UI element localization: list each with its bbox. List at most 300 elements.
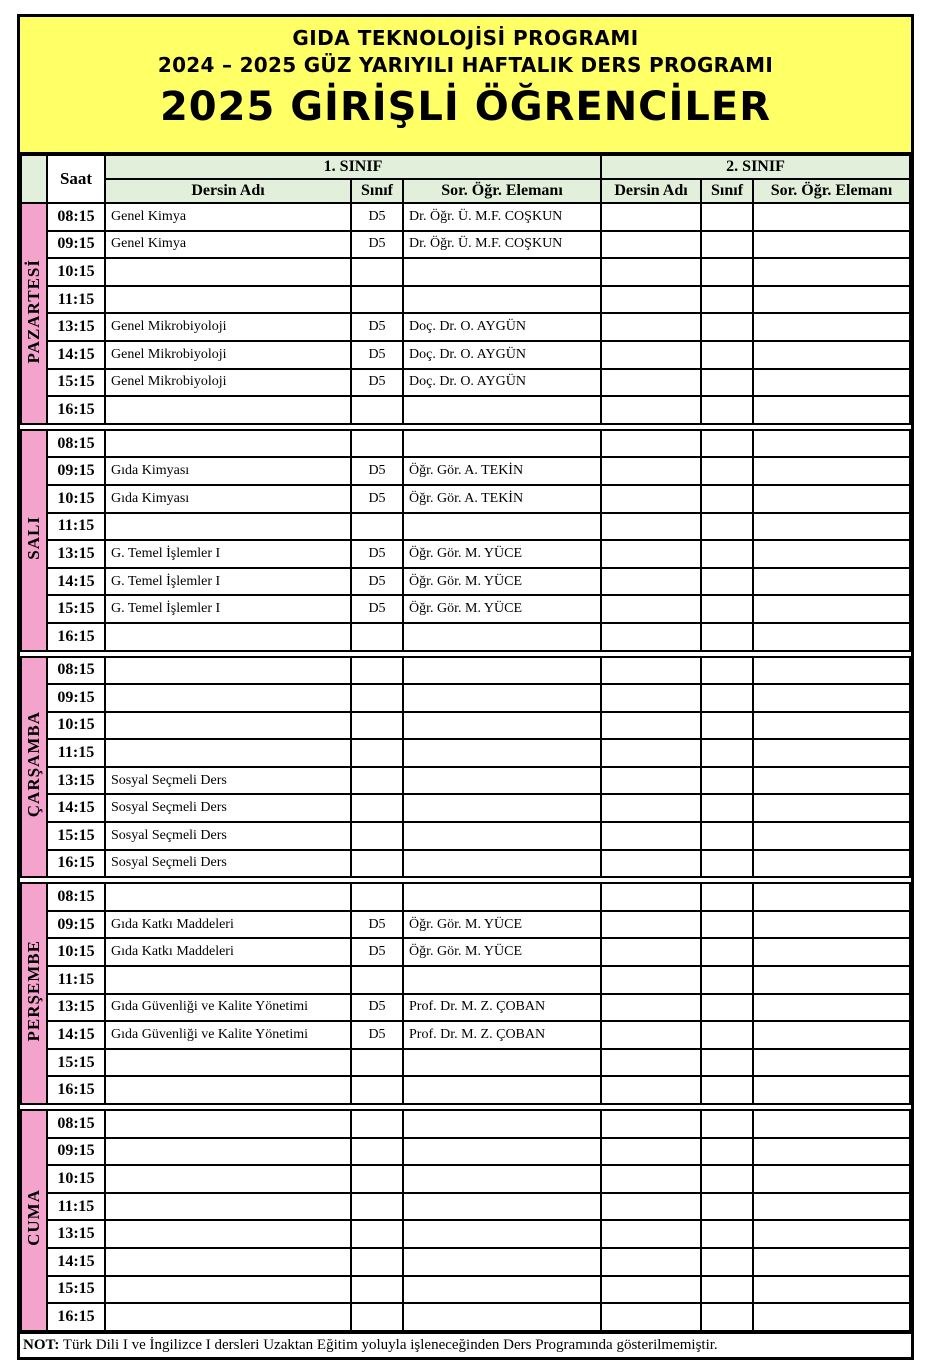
class1-room-cell: D5	[351, 568, 403, 596]
day-cell	[21, 657, 47, 878]
class1-lesson-cell	[105, 1165, 351, 1193]
class1-teacher-cell: Prof. Dr. M. Z. ÇOBAN	[403, 994, 601, 1022]
class1-lesson-cell	[105, 623, 351, 651]
class2-room-cell	[701, 595, 753, 623]
class1-room-cell	[351, 623, 403, 651]
time-cell: 14:15	[47, 341, 105, 369]
class2-teacher-cell	[753, 850, 910, 878]
day-label: ÇARŞAMBA	[24, 711, 43, 818]
class2-teacher-cell	[753, 966, 910, 994]
table-row	[21, 341, 910, 369]
class2-teacher-cell	[753, 1193, 910, 1221]
class2-teacher-cell	[753, 1303, 910, 1331]
class2-teacher-cell	[753, 938, 910, 966]
class1-lesson-cell	[105, 1248, 351, 1276]
table-row	[21, 203, 910, 231]
table-row	[21, 231, 910, 259]
semester-title: 2024 – 2025 GÜZ YARIYILI HAFTALIK DERS PROGRAMI	[157, 53, 774, 77]
class2-teacher-cell	[753, 1076, 910, 1104]
class2-teacher-header: Sor. Öğr. Elemanı	[753, 179, 910, 203]
class1-lesson-cell	[105, 396, 351, 424]
class1-lesson-cell	[105, 966, 351, 994]
class1-teacher-cell: Öğr. Gör. A. TEKİN	[403, 485, 601, 513]
class1-teacher-cell: Dr. Öğr. Ü. M.F. COŞKUN	[403, 231, 601, 259]
class2-room-cell	[701, 850, 753, 878]
class1-lesson-cell: Gıda Güvenliği ve Kalite Yönetimi	[105, 1021, 351, 1049]
class1-lesson-cell: G. Temel İşlemler I	[105, 568, 351, 596]
class2-room-cell	[701, 657, 753, 685]
class2-teacher-cell	[753, 739, 910, 767]
class1-lesson-cell	[105, 1220, 351, 1248]
footer-note	[20, 1332, 911, 1357]
class1-lesson-cell: Gıda Güvenliği ve Kalite Yönetimi	[105, 994, 351, 1022]
class2-room-cell	[701, 1303, 753, 1331]
day-label: PERŞEMBE	[24, 940, 43, 1042]
class2-lesson-cell	[601, 938, 701, 966]
table-row	[21, 994, 910, 1022]
class1-room-cell: D5	[351, 595, 403, 623]
time-cell: 08:15	[47, 203, 105, 231]
class1-room-cell: D5	[351, 485, 403, 513]
class2-lesson-cell	[601, 313, 701, 341]
class1-teacher-cell: Doç. Dr. O. AYGÜN	[403, 369, 601, 397]
class2-lesson-cell	[601, 1248, 701, 1276]
time-cell: 09:15	[47, 684, 105, 712]
class2-teacher-cell	[753, 1248, 910, 1276]
table-row	[21, 739, 910, 767]
class1-teacher-cell	[403, 850, 601, 878]
class2-teacher-cell	[753, 396, 910, 424]
class2-teacher-cell	[753, 258, 910, 286]
class1-teacher-cell	[403, 794, 601, 822]
class1-room-cell	[351, 1165, 403, 1193]
class2-teacher-cell	[753, 712, 910, 740]
class2-lesson-cell	[601, 369, 701, 397]
class2-lesson-cell	[601, 1076, 701, 1104]
table-row	[21, 485, 910, 513]
class1-lesson-cell	[105, 1110, 351, 1138]
class1-lesson-cell	[105, 1303, 351, 1331]
time-cell: 13:15	[47, 994, 105, 1022]
table-row	[21, 595, 910, 623]
time-cell: 11:15	[47, 513, 105, 541]
table-row	[21, 657, 910, 685]
class2-lesson-cell	[601, 657, 701, 685]
class2-teacher-cell	[753, 485, 910, 513]
time-cell: 16:15	[47, 1076, 105, 1104]
table-row	[21, 369, 910, 397]
class2-lesson-cell	[601, 341, 701, 369]
class1-lesson-cell: Genel Mikrobiyoloji	[105, 341, 351, 369]
class1-lesson-cell	[105, 883, 351, 911]
time-cell: 10:15	[47, 258, 105, 286]
class1-lesson-cell: Sosyal Seçmeli Ders	[105, 822, 351, 850]
time-cell: 14:15	[47, 568, 105, 596]
table-row	[21, 966, 910, 994]
class2-lesson-cell	[601, 684, 701, 712]
class1-room-cell	[351, 396, 403, 424]
class2-room-cell	[701, 1110, 753, 1138]
class2-teacher-cell	[753, 1276, 910, 1304]
class1-teacher-cell	[403, 1138, 601, 1166]
table-row	[21, 850, 910, 878]
class1-room-cell	[351, 286, 403, 314]
class1-room-cell	[351, 767, 403, 795]
class1-teacher-cell: Öğr. Gör. M. YÜCE	[403, 595, 601, 623]
day-cell	[21, 203, 47, 424]
class2-room-header: Sınıf	[701, 179, 753, 203]
class1-room-cell	[351, 430, 403, 458]
class1-lesson-cell: Genel Kimya	[105, 231, 351, 259]
class1-room-cell: D5	[351, 369, 403, 397]
time-cell: 08:15	[47, 430, 105, 458]
class2-room-cell	[701, 1220, 753, 1248]
class1-teacher-cell	[403, 739, 601, 767]
class1-room-cell	[351, 1220, 403, 1248]
class1-room-cell: D5	[351, 994, 403, 1022]
class1-lesson-cell	[105, 1276, 351, 1304]
class1-teacher-cell: Öğr. Gör. M. YÜCE	[403, 938, 601, 966]
class1-room-cell	[351, 684, 403, 712]
class1-room-cell: D5	[351, 540, 403, 568]
table-row	[21, 938, 910, 966]
class2-room-cell	[701, 313, 753, 341]
class2-room-cell	[701, 623, 753, 651]
class2-room-cell	[701, 430, 753, 458]
class1-lesson-cell: Genel Mikrobiyoloji	[105, 313, 351, 341]
class1-teacher-cell	[403, 1193, 601, 1221]
time-cell: 15:15	[47, 1049, 105, 1077]
class2-room-cell	[701, 767, 753, 795]
table-row	[21, 883, 910, 911]
cohort-title: 2025 GİRİŞLİ ÖĞRENCİLER	[159, 84, 772, 130]
class1-lesson-cell	[105, 1049, 351, 1077]
class1-teacher-cell	[403, 1110, 601, 1138]
class2-lesson-cell	[601, 1220, 701, 1248]
table-row	[21, 540, 910, 568]
class1-room-cell	[351, 1110, 403, 1138]
class1-room-cell	[351, 513, 403, 541]
time-cell: 10:15	[47, 1165, 105, 1193]
class1-lesson-cell: Gıda Katkı Maddeleri	[105, 938, 351, 966]
class2-teacher-cell	[753, 286, 910, 314]
time-cell: 16:15	[47, 396, 105, 424]
class1-lesson-cell	[105, 258, 351, 286]
table-row	[21, 457, 910, 485]
class1-room-cell	[351, 1248, 403, 1276]
class1-room-cell	[351, 883, 403, 911]
class2-teacher-cell	[753, 341, 910, 369]
class2-room-cell	[701, 485, 753, 513]
class1-lesson-cell: Sosyal Seçmeli Ders	[105, 850, 351, 878]
class1-room-cell	[351, 1049, 403, 1077]
class2-room-cell	[701, 739, 753, 767]
class1-room-cell	[351, 794, 403, 822]
class2-room-cell	[701, 1193, 753, 1221]
class2-lesson-cell	[601, 1138, 701, 1166]
class2-lesson-cell	[601, 1276, 701, 1304]
class2-lesson-cell	[601, 712, 701, 740]
class1-lesson-cell	[105, 1138, 351, 1166]
class2-lesson-cell	[601, 1303, 701, 1331]
class1-lesson-cell: Gıda Kimyası	[105, 485, 351, 513]
class2-lesson-cell	[601, 1049, 701, 1077]
time-cell: 09:15	[47, 911, 105, 939]
class2-teacher-cell	[753, 684, 910, 712]
class2-teacher-cell	[753, 231, 910, 259]
table-row	[21, 623, 910, 651]
class1-room-cell	[351, 822, 403, 850]
note-label: NOT:	[23, 1336, 60, 1353]
class1-lesson-cell: G. Temel İşlemler I	[105, 540, 351, 568]
time-cell: 15:15	[47, 369, 105, 397]
day-cell	[21, 883, 47, 1104]
class2-teacher-cell	[753, 657, 910, 685]
class2-room-cell	[701, 369, 753, 397]
class1-teacher-cell	[403, 623, 601, 651]
table-row	[21, 767, 910, 795]
schedule-table	[20, 154, 911, 1332]
class2-room-cell	[701, 794, 753, 822]
time-cell: 11:15	[47, 286, 105, 314]
class1-teacher-header: Sor. Öğr. Elemanı	[403, 179, 601, 203]
table-row	[21, 1138, 910, 1166]
class1-room-cell: D5	[351, 313, 403, 341]
class2-room-cell	[701, 286, 753, 314]
class2-teacher-cell	[753, 1110, 910, 1138]
class2-teacher-cell	[753, 1220, 910, 1248]
class1-lesson-cell	[105, 739, 351, 767]
table-row	[21, 822, 910, 850]
table-row	[21, 313, 910, 341]
class2-room-cell	[701, 1138, 753, 1166]
table-row	[21, 1193, 910, 1221]
class2-room-cell	[701, 1248, 753, 1276]
class2-lesson-cell	[601, 911, 701, 939]
class2-room-cell	[701, 883, 753, 911]
class1-lesson-cell: Sosyal Seçmeli Ders	[105, 767, 351, 795]
class1-teacher-cell	[403, 712, 601, 740]
table-row	[21, 1165, 910, 1193]
class2-teacher-cell	[753, 1021, 910, 1049]
table-row	[21, 1076, 910, 1104]
table-row	[21, 286, 910, 314]
class2-room-cell	[701, 911, 753, 939]
class2-room-cell	[701, 712, 753, 740]
time-cell: 10:15	[47, 938, 105, 966]
day-label: SALI	[24, 515, 43, 560]
class1-room-cell: D5	[351, 1021, 403, 1049]
class2-lesson-cell	[601, 850, 701, 878]
class1-room-cell	[351, 966, 403, 994]
class1-room-cell: D5	[351, 911, 403, 939]
class1-teacher-cell	[403, 1076, 601, 1104]
class2-room-cell	[701, 1276, 753, 1304]
class2-teacher-cell	[753, 822, 910, 850]
class1-teacher-cell	[403, 822, 601, 850]
class1-room-cell	[351, 1303, 403, 1331]
class1-lesson-cell	[105, 430, 351, 458]
class2-lesson-header: Dersin Adı	[601, 179, 701, 203]
class2-teacher-cell	[753, 540, 910, 568]
class2-teacher-cell	[753, 369, 910, 397]
class2-room-cell	[701, 568, 753, 596]
class2-lesson-cell	[601, 457, 701, 485]
class1-teacher-cell	[403, 1248, 601, 1276]
class1-teacher-cell	[403, 1165, 601, 1193]
day-label: CUMA	[24, 1189, 43, 1247]
class2-lesson-cell	[601, 231, 701, 259]
time-cell: 16:15	[47, 850, 105, 878]
class2-teacher-cell	[753, 794, 910, 822]
class2-teacher-cell	[753, 883, 910, 911]
class2-lesson-cell	[601, 258, 701, 286]
time-cell: 13:15	[47, 767, 105, 795]
class1-teacher-cell: Öğr. Gör. M. YÜCE	[403, 540, 601, 568]
time-cell: 15:15	[47, 822, 105, 850]
time-cell: 14:15	[47, 1248, 105, 1276]
class2-lesson-cell	[601, 1021, 701, 1049]
class1-room-cell: D5	[351, 341, 403, 369]
class2-teacher-cell	[753, 203, 910, 231]
class2-lesson-cell	[601, 568, 701, 596]
class1-teacher-cell: Öğr. Gör. A. TEKİN	[403, 457, 601, 485]
class1-teacher-cell	[403, 1220, 601, 1248]
class1-lesson-cell	[105, 1193, 351, 1221]
time-cell: 13:15	[47, 540, 105, 568]
table-row	[21, 1021, 910, 1049]
class1-room-cell: D5	[351, 231, 403, 259]
class2-teacher-cell	[753, 911, 910, 939]
class1-lesson-cell	[105, 286, 351, 314]
program-title: GIDA TEKNOLOJİSİ PROGRAMI	[292, 26, 639, 50]
class2-room-cell	[701, 231, 753, 259]
class1-teacher-cell	[403, 286, 601, 314]
class1-teacher-cell	[403, 657, 601, 685]
class2-lesson-cell	[601, 540, 701, 568]
class2-lesson-cell	[601, 794, 701, 822]
class2-teacher-cell	[753, 767, 910, 795]
class1-teacher-cell	[403, 396, 601, 424]
time-cell: 09:15	[47, 457, 105, 485]
class2-teacher-cell	[753, 595, 910, 623]
class2-room-cell	[701, 822, 753, 850]
class1-teacher-cell	[403, 430, 601, 458]
class2-lesson-cell	[601, 1193, 701, 1221]
class2-lesson-cell	[601, 203, 701, 231]
class2-room-cell	[701, 1165, 753, 1193]
saat-header: Saat	[47, 155, 105, 203]
class1-header: 1. SINIF	[105, 155, 601, 179]
table-row	[21, 911, 910, 939]
class2-room-cell	[701, 457, 753, 485]
class2-room-cell	[701, 258, 753, 286]
class2-room-cell	[701, 1076, 753, 1104]
time-cell: 08:15	[47, 883, 105, 911]
time-cell: 10:15	[47, 485, 105, 513]
class1-teacher-cell	[403, 684, 601, 712]
class1-lesson-cell: G. Temel İşlemler I	[105, 595, 351, 623]
class1-teacher-cell: Dr. Öğr. Ü. M.F. COŞKUN	[403, 203, 601, 231]
class2-teacher-cell	[753, 1049, 910, 1077]
table-row	[21, 430, 910, 458]
class2-lesson-cell	[601, 767, 701, 795]
class1-room-cell	[351, 1193, 403, 1221]
class2-lesson-cell	[601, 513, 701, 541]
time-cell: 15:15	[47, 1276, 105, 1304]
class2-teacher-cell	[753, 430, 910, 458]
class2-lesson-cell	[601, 883, 701, 911]
class1-room-header: Sınıf	[351, 179, 403, 203]
class1-teacher-cell: Öğr. Gör. M. YÜCE	[403, 911, 601, 939]
class2-room-cell	[701, 513, 753, 541]
class2-room-cell	[701, 203, 753, 231]
class2-teacher-cell	[753, 513, 910, 541]
class1-teacher-cell	[403, 513, 601, 541]
time-cell: 09:15	[47, 231, 105, 259]
time-cell: 11:15	[47, 966, 105, 994]
class1-room-cell: D5	[351, 203, 403, 231]
time-cell: 14:15	[47, 794, 105, 822]
table-row	[21, 712, 910, 740]
class2-room-cell	[701, 994, 753, 1022]
class1-teacher-cell: Prof. Dr. M. Z. ÇOBAN	[403, 1021, 601, 1049]
table-row	[21, 1049, 910, 1077]
class2-lesson-cell	[601, 966, 701, 994]
table-row	[21, 794, 910, 822]
class1-lesson-cell	[105, 513, 351, 541]
class2-lesson-cell	[601, 595, 701, 623]
class2-teacher-cell	[753, 457, 910, 485]
time-cell: 10:15	[47, 712, 105, 740]
day-label: PAZARTESİ	[24, 258, 43, 364]
class1-lesson-cell: Sosyal Seçmeli Ders	[105, 794, 351, 822]
table-row	[21, 1303, 910, 1331]
schedule-body	[21, 203, 910, 1331]
class2-room-cell	[701, 341, 753, 369]
table-row	[21, 258, 910, 286]
class2-lesson-cell	[601, 623, 701, 651]
class2-lesson-cell	[601, 1165, 701, 1193]
table-row	[21, 1276, 910, 1304]
class2-room-cell	[701, 966, 753, 994]
class1-room-cell	[351, 1138, 403, 1166]
table-row	[21, 396, 910, 424]
class2-lesson-cell	[601, 822, 701, 850]
class1-room-cell	[351, 657, 403, 685]
time-cell: 14:15	[47, 1021, 105, 1049]
class1-lesson-cell: Genel Kimya	[105, 203, 351, 231]
class1-teacher-cell	[403, 1049, 601, 1077]
class1-teacher-cell	[403, 883, 601, 911]
class1-teacher-cell	[403, 1303, 601, 1331]
class2-room-cell	[701, 396, 753, 424]
class2-lesson-cell	[601, 396, 701, 424]
class1-room-cell	[351, 1276, 403, 1304]
table-row	[21, 1220, 910, 1248]
class1-room-cell	[351, 1076, 403, 1104]
class2-room-cell	[701, 1021, 753, 1049]
class1-lesson-cell: Gıda Kimyası	[105, 457, 351, 485]
class1-room-cell	[351, 258, 403, 286]
time-cell: 09:15	[47, 1138, 105, 1166]
time-cell: 11:15	[47, 1193, 105, 1221]
time-cell: 13:15	[47, 313, 105, 341]
class1-room-cell	[351, 712, 403, 740]
table-row	[21, 1110, 910, 1138]
class2-teacher-cell	[753, 568, 910, 596]
time-cell: 08:15	[47, 657, 105, 685]
